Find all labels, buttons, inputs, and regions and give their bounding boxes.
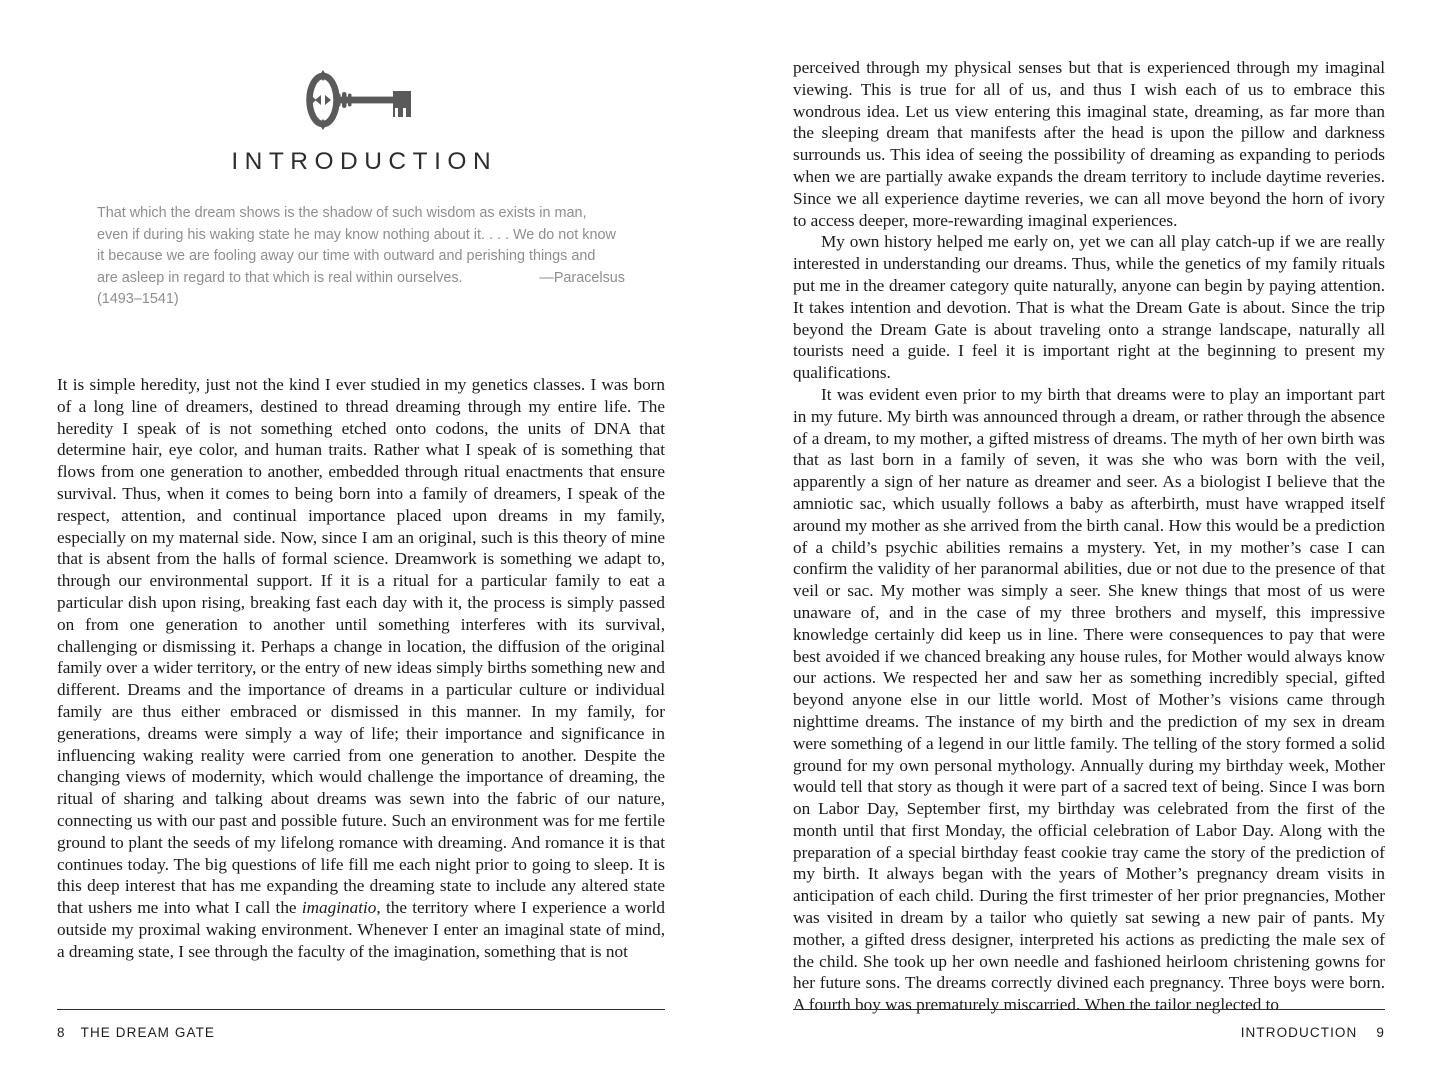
skeleton-key-icon <box>306 70 416 130</box>
epigraph-line: it because we are fooling away our time with outward and perishing things and <box>97 248 596 265</box>
epigraph <box>97 203 625 311</box>
body-text-part2: , the territory where I experience a world outside my proximal waking environment. Whenever I enter an imaginal state of mind, a dreaming state, I see through the faculty of the imagination, something that is not <box>57 898 665 961</box>
epigraph-line: That which the dream shows is the shadow of such wisdom as exists in man, <box>97 205 587 221</box>
page-right <box>793 0 1385 1084</box>
epigraph-attribution: —Paracelsus <box>539 269 625 286</box>
epigraph-line: even if during his waking state he may know nothing about it. . . . We do not know <box>97 226 616 243</box>
body-paragraph: perceived through my physical senses but that is experienced through my imaginal viewing. This is true for all of us, and thus I wish each of us to embrace this wondrous idea. Let us view entering this imaginal state, dreaming, as far more than the sleeping dream that manifests after the head is upon the pillow and darkness surrounds us. This idea of seeing the possibility of dreaming as expanding to periods when we are partially awake expands the dream territory to include daytime reveries. Since we all experience daytime reveries, we can all move beyond the horn of ivory to access deeper, more-rewarding imaginal experiences. <box>793 58 1385 230</box>
epigraph-line-with-attribution <box>97 268 625 290</box>
epigraph-dates: (1493–1541) <box>97 291 179 308</box>
footer-right-content <box>1241 1025 1385 1040</box>
footer-right <box>793 1025 1385 1040</box>
page-number: 9 <box>1376 1025 1385 1040</box>
running-title: THE DREAM GATE <box>80 1025 216 1040</box>
footer-rule-right <box>793 1009 1385 1010</box>
page-left <box>57 0 665 1084</box>
body-paragraph: It was evident even prior to my birth that dreams were to play an important part in my future. My birth was announced through a dream, or rather through the absence of a dream, to my mother, a gifted mistress of dreams. The myth of her own birth was that as last born in a family of seven, it was she who was born with the veil, apparently a sign of her nature as dreamer and seer. As a biologist I believe that the amniotic sac, which usually follows a baby as afterbirth, must have wrapped itself around my mother as she arrived from the birth canal. How this would be a prediction of a child’s psychic abilities remains a mystery. Yet, in my mother’s case I can confirm the validity of her paranormal abilities, due or not due to the presence of that veil or sac. My mother was simply a seer. She knew things that most of us were unaware of, and in the case of my three brothers and myself, this impressive knowledge certainly did keep us in line. There were consequences to pay that were best avoided if we chanced breaking any house rules, for Mother would always know our actions. We respected her and saw her as something incredibly special, gifted beyond anyone else in our little world. Most of Mother’s visions came through nighttime dreams. The instance of my birth and the prediction of my sex in dream were something of a legend in our little family. The telling of the story formed a solid ground for my own personal mythology. Annually during my birthday week, Mother would tell that story as though it were part of a sacred text of being. Since I was born on Labor Day, September first, my birthday was celebrated from the first of the month until that first Monday, the official celebration of Labor Day. Along with the preparation of a special birthday feast cookie tray came the story of the prediction of my birth. It always began with the years of Mother’s pregnancy dream visits in anticipation of each child. During the first trimester of her prior pregnancies, Mother was visited in dream by a tailor who quietly sat sewing a new pair of pants. My mother, a gifted dress designer, interpreted his actions as predicting the male sex of the child. She took up her own needle and fashioned heirloom christening gowns for her future sons. The dreams correctly divined each pregnancy. Three boys were born. A fourth boy was prematurely miscarried. When the tailor neglected to <box>793 384 1385 1015</box>
body-paragraph: My own history helped me early on, yet we can all play catch-up if we are really interested in understanding our dreams. Thus, while the genetics of my family rituals put me in the dreamer category quite naturally, anyone can begin by paying attention. It takes intention and devotion. That is what the Dream Gate is about. Since the trip beyond the Dream Gate is about traveling onto a strange landscape, naturally all tourists need a guide. I feel it is important right at the beginning to present my qualifications. <box>793 232 1385 383</box>
epigraph-line: are asleep in regard to that which is real within ourselves. <box>97 269 463 286</box>
body-text-part1: It is simple heredity, just not the kind I ever studied in my genetics classes. I was born of a long line of dreamers, destined to thread dreaming through my entire life. The heredity I speak of is not something etched onto codons, the units of DNA that determine hair, eye color, and human traits. Rather what I speak of is something that flows from one generation to another, embedded through ritual enactments that ensure survival. Thus, when it comes to being born into a family of dreamers, I speak of the respect, attention, and continual importance placed upon dreams in my family, especially on my maternal side. Now, since I am an original, such is this theory of mine that is absent from the halls of formal science. Dreamwork is something we adapt to, through our environmental support. If it is a ritual for a particular family to eat a particular dish upon rising, breaking fast each day with it, the process is simply passed on from one generation to another until something interferes with its survival, challenging or dismissing it. Perhaps a change in location, the diffusion of the original family over a wider territory, or the entry of new ideas simply births something new and different. Dreams and the importance of dreams in a particular culture or individual family are thus either embraced or dismissed in this manner. In my family, for generations, dreams were simply a way of life; their importance and significance in influencing waking reality were carried from one generation to another. Despite the changing views of modernity, which would challenge the importance of dreaming, the ritual of sharing and talking about dreams was sewn into the fabric of our nature, connecting us with our past and possible future. Such an environment was for me fertile ground to plant the seeds of my lifelong romance with dreaming. And romance it is that continues today. The big questions of life fill me each night prior to going to sleep. It is this deep interest that has me expanding the dreaming state to include any altered state that ushers me into what I call the <box>57 374 665 918</box>
key-icon-wrap <box>57 70 665 132</box>
italic-term: imaginatio <box>301 898 377 918</box>
footer-left <box>57 1025 665 1040</box>
page-number: 8 <box>57 1025 66 1040</box>
footer-left-content <box>57 1025 215 1040</box>
body-paragraph <box>57 374 665 963</box>
footer-rule-left <box>57 1009 665 1010</box>
chapter-title: INTRODUCTION <box>231 148 498 175</box>
running-title: INTRODUCTION <box>1240 1025 1358 1040</box>
right-page-body <box>793 0 1385 1016</box>
